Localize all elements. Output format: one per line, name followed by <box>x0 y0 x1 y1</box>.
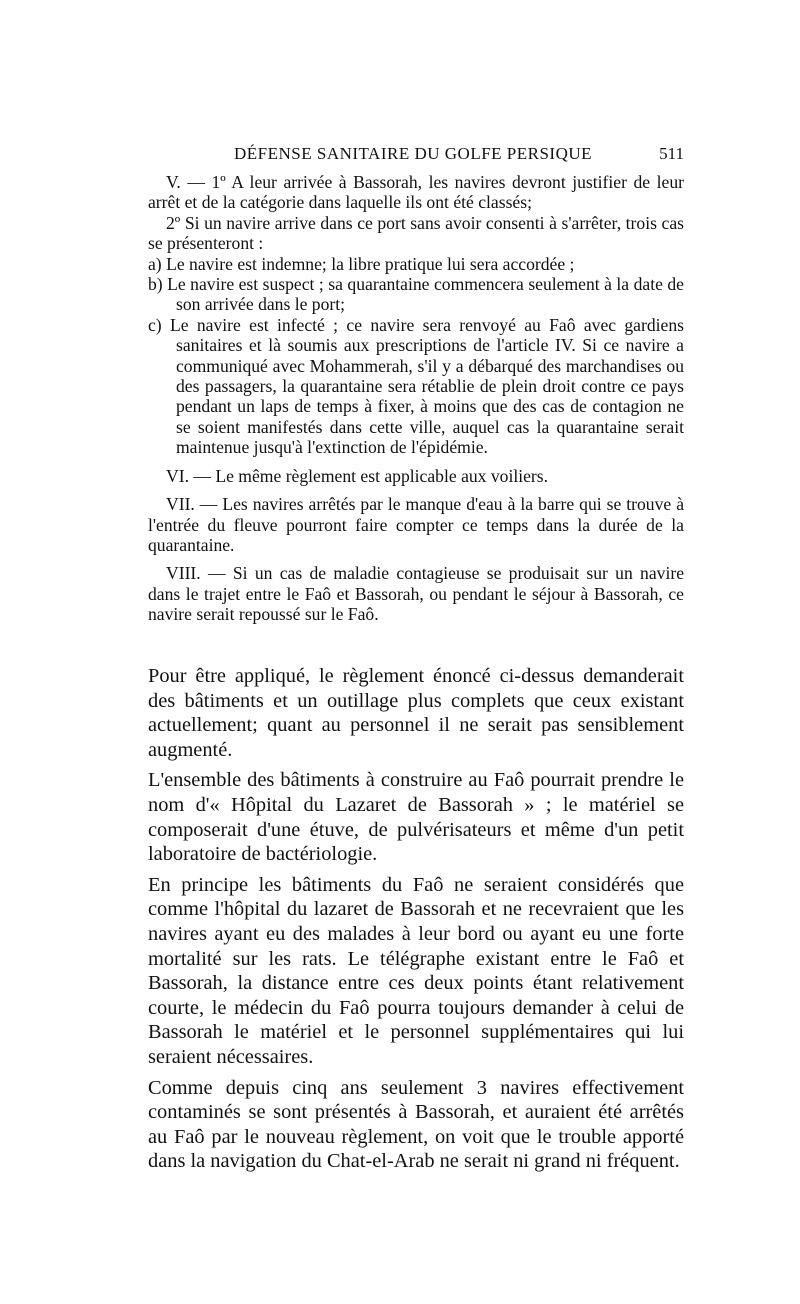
body-paragraph: L'ensemble des bâtiments à construire au Faô pourrait prendre le nom d'« Hôpital du Lazaret de Bassorah » ; le matériel se composerait d'une étuve, de pulvérisateurs et même d'un petit laboratoire de bactériologie. <box>148 769 684 866</box>
article-v-case-b: b) Le navire est suspect ; sa quarantaine commencera seulement à la date de son arrivée dans le port; <box>148 274 684 315</box>
article-v-paragraph-1: V. — 1º A leur arrivée à Bassorah, les navires devront justifier de leur arrêt et de la catégorie dans laquelle ils ont été classés; <box>148 172 684 213</box>
article-vii: VII. — Les navires arrêtés par le manque d'eau à la barre qui se trouve à l'entrée du fleuve pourront faire compter ce temps dans la durée de la quarantaine. <box>148 494 684 555</box>
article-v-case-c: c) Le navire est infecté ; ce navire sera renvoyé au Faô avec gardiens sanitaires et là soumis aux prescriptions de l'article IV. Si ce navire a communiqué avec Mohammerah, s'il y a débarqué des marchandises ou des passagers, la quarantaine sera rétablie de plein droit contre ce pays pendant un laps de temps à fixer, à moins que des cas de contagion ne se soient manifestés dans cette ville, auquel cas la quarantaine serait maintenue jusqu'à l'extinction de l'épidémie. <box>148 314 684 458</box>
article-viii: VIII. — Si un cas de maladie contagieuse se produisait sur un navire dans le trajet entre le Faô et Bassorah, ou pendant le séjour à Bassorah, ce navire serait repoussé sur le Faô. <box>148 563 684 625</box>
page-header <box>148 144 684 168</box>
article-vi: VI. — Le même règlement est applicable aux voiliers. <box>166 465 549 486</box>
body-text <box>148 664 684 1180</box>
article-v-case-a: a) Le navire est indemne; la libre pratique lui sera accordée ; <box>148 253 575 274</box>
article-v-paragraph-2: 2º Si un navire arrive dans ce port sans avoir consenti à s'arrêter, trois cas se présenteront : <box>148 212 684 254</box>
body-paragraph: Comme depuis cinq ans seulement 3 navires effectivement contaminés se sont présentés à Bassorah, et auraient été arrêtés au Faô par le nouveau règlement, on voit que le trouble apporté dans la navigation du Chat-el-Arab ne serait ni grand ni fréquent. <box>148 1076 684 1173</box>
running-head: DÉFENSE SANITAIRE DU GOLFE PERSIQUE <box>234 144 593 163</box>
body-paragraph: Pour être appliqué, le règlement énoncé ci-dessus demanderait des bâtiments et un outillage plus complets que ceux existant actuellement; quant au personnel il ne serait pas sensiblement augmenté. <box>148 665 684 761</box>
page-number: 511 <box>659 144 684 163</box>
body-paragraph: En principe les bâtiments du Faô ne seraient considérés que comme l'hôpital du lazaret de Bassorah et ne recevraient que les navires ayant eu des malades à leur bord ou ayant eu une forte mortalité sur les rats. Le télégraphe existant entre le Faô et Bassorah, la distance entre ces deux points étant relativement courte, le médecin du Faô pourra toujours demander à celui de Bassorah le matériel et le personnel supplémentaires qui lui seraient nécessaires. <box>148 873 684 1068</box>
regulation-articles <box>148 172 684 625</box>
